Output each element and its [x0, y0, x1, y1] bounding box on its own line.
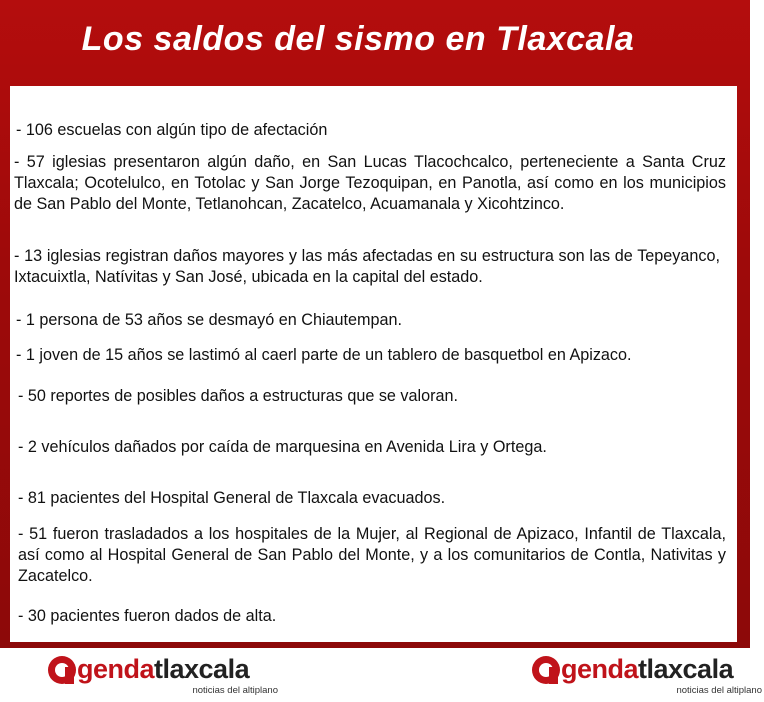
list-item-churches: - 57 iglesias presentaron algún daño, en San Lucas Tlacochcalco, perteneciente a Santa Cruz Tlaxcala; Ocotelulco, en Totolac y San Jorge Tezoquipan, en Panotla, así como en los municipios de San Pablo del Monte, Tetlanohcan, Zacatelco, Acuamanala y Xicohtzinco. [14, 153, 726, 213]
list-item-schools: - 106 escuelas con algún tipo de afectación [16, 121, 328, 139]
logo-wordmark: gendatlaxcala [561, 654, 734, 684]
list-item-fainted-person: - 1 persona de 53 años se desmayó en Chiautempan. [16, 311, 403, 329]
list-item-injured-youth: - 1 joven de 15 años se lastimó al caerl parte de un tablero de basquetbol en Apizaco. [16, 346, 632, 364]
list-item-major-damage: - 13 iglesias registran daños mayores y las más afectadas en su estructura son las de Tepeyanco, Ixtacuixtla, Natívitas y San José, ubicada en la capital del estado. [14, 247, 720, 286]
content-panel [10, 86, 737, 642]
footer [0, 648, 762, 702]
list-item-evacuated: - 81 pacientes del Hospital General de Tlaxcala evacuados. [18, 489, 446, 507]
logo-tagline: noticias del altiplano [676, 685, 762, 696]
agenda-tlaxcala-logo-left [48, 654, 280, 698]
list-item-discharged: - 30 pacientes fueron dados de alta. [18, 607, 277, 625]
list-item-reports: - 50 reportes de posibles daños a estructuras que se valoran. [18, 387, 459, 405]
page-title: Los saldos del sismo en Tlaxcala [81, 20, 635, 58]
logo-wordmark: gendatlaxcala [77, 654, 250, 684]
logo-tagline: noticias del altiplano [192, 685, 278, 696]
agenda-tlaxcala-logo-right [532, 654, 764, 698]
list-item-transferred: - 51 fueron trasladados a los hospitales de la Mujer, al Regional de Apizaco, Infantil de Tlaxcala, así como al Hospital General de San Pablo del Monte, y a los comunitarios de Contla, Nativitas y Zacatelco. [18, 525, 726, 585]
a-mark-icon [48, 656, 76, 684]
list-item-vehicles: - 2 vehículos dañados por caída de marquesina en Avenida Lira y Ortega. [18, 438, 547, 456]
a-mark-icon [532, 656, 560, 684]
